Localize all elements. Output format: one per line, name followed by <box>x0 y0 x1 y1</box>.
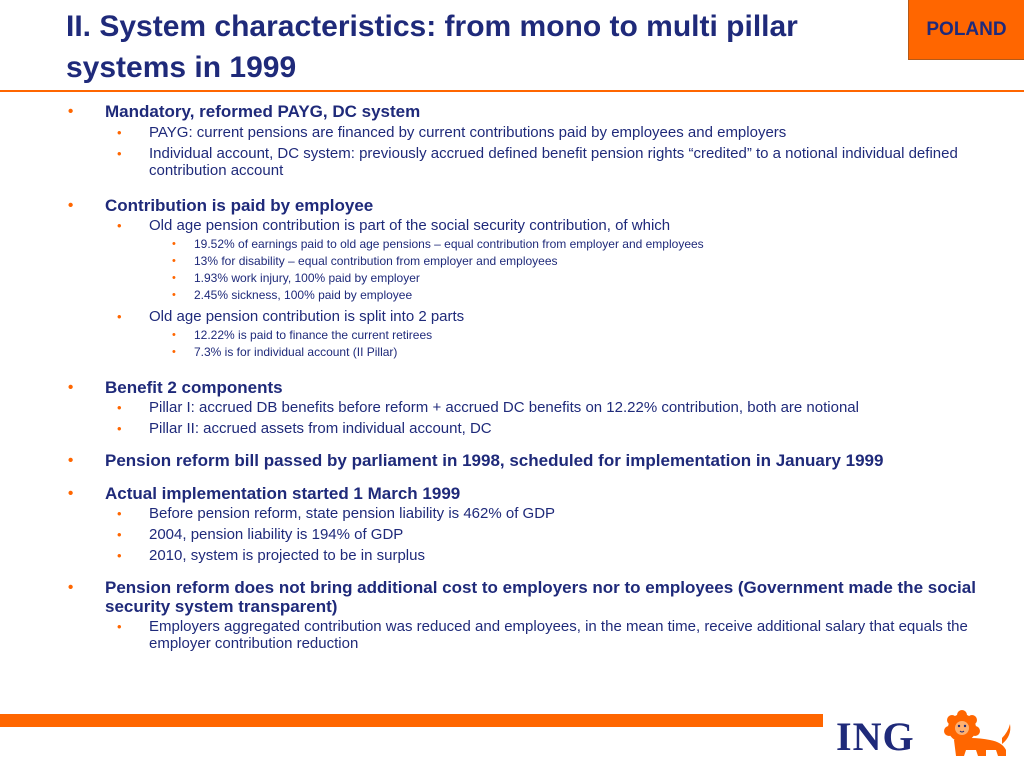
list-item-text: Pillar I: accrued DB benefits before reform + accrued DC benefits on 12.22% contribution, both are notional <box>149 399 859 416</box>
bullet-icon: • <box>68 379 74 396</box>
list-item-text: Employers aggregated contribution was reduced and employees, in the mean time, receive additional salary that equals the employer contribution reduction <box>149 618 968 652</box>
bullet-section <box>0 578 1024 652</box>
page-title: II. System characteristics: from mono to multi pillar systems in 1999 <box>66 10 798 84</box>
bullet-section <box>0 196 1024 361</box>
sub-list-item-text: 19.52% of earnings paid to old age pensions – equal contribution from employer and employees <box>194 237 704 251</box>
section-heading-text: Pension reform bill passed by parliament in 1998, scheduled for implementation in January 1999 <box>105 451 884 470</box>
lion-icon <box>940 710 1014 758</box>
bullet-icon: • <box>172 346 176 358</box>
list-item <box>0 217 1024 234</box>
bullet-icon: • <box>172 289 176 301</box>
bullet-icon: • <box>68 197 74 214</box>
bullet-icon: • <box>117 146 122 161</box>
list-item <box>0 547 1024 564</box>
bullet-section <box>0 451 1024 470</box>
section-heading <box>0 451 1024 470</box>
sub-list-item <box>0 270 1024 287</box>
list-item <box>0 399 1024 416</box>
section-heading-text: Benefit 2 components <box>105 378 283 397</box>
ing-logo <box>836 710 1016 762</box>
section-heading <box>0 102 1024 121</box>
bullet-icon: • <box>68 452 74 469</box>
top-divider <box>0 90 1024 92</box>
sub-list-item-text: 1.93% work injury, 100% paid by employer <box>194 271 420 285</box>
sub-list-item <box>0 287 1024 304</box>
bullet-icon: • <box>172 255 176 267</box>
sub-list-item-text: 13% for disability – equal contribution from employer and employees <box>194 254 558 268</box>
bullet-icon: • <box>172 329 176 341</box>
section-heading-text: Pension reform does not bring additional cost to employers nor to employees (Government made the social security system transparent) <box>105 578 976 616</box>
list-item-text: 2004, pension liability is 194% of GDP <box>149 526 404 543</box>
bottom-bar <box>0 714 823 727</box>
list-item-text: PAYG: current pensions are financed by current contributions paid by employees and employers <box>149 124 787 141</box>
list-item-text: Individual account, DC system: previously accrued defined benefit pension rights “credited” to a notional individual defined contribution account <box>149 145 958 179</box>
bullet-icon: • <box>117 619 122 634</box>
list-item-text: Before pension reform, state pension liability is 462% of GDP <box>149 505 556 522</box>
bullet-section <box>0 102 1024 179</box>
list-item <box>0 145 1024 179</box>
bullet-icon: • <box>117 421 122 436</box>
section-heading <box>0 578 1024 616</box>
bullet-icon: • <box>117 125 122 140</box>
bullet-icon: • <box>172 238 176 250</box>
list-item-text: 2010, system is projected to be in surplus <box>149 547 425 564</box>
list-item <box>0 505 1024 522</box>
bullet-icon: • <box>68 485 74 502</box>
sub-list-item-text: 7.3% is for individual account (II Pillar) <box>194 345 398 359</box>
bullet-icon: • <box>117 218 122 233</box>
bullet-icon: • <box>117 527 122 542</box>
list-item <box>0 308 1024 325</box>
sub-list-item-text: 12.22% is paid to finance the current retirees <box>194 328 433 342</box>
bullet-icon: • <box>117 506 122 521</box>
bullet-icon: • <box>117 309 122 324</box>
section-heading-text: Contribution is paid by employee <box>105 196 374 215</box>
sub-list-item <box>0 327 1024 344</box>
section-heading <box>0 196 1024 215</box>
bullet-section <box>0 484 1024 564</box>
section-heading-text: Mandatory, reformed PAYG, DC system <box>105 102 421 121</box>
bullet-icon: • <box>117 548 122 563</box>
sub-list-item-text: 2.45% sickness, 100% paid by employee <box>194 288 413 302</box>
list-item <box>0 526 1024 543</box>
bullet-icon: • <box>68 103 74 120</box>
sub-list-item <box>0 236 1024 253</box>
bullet-icon: • <box>68 579 74 596</box>
section-heading <box>0 378 1024 397</box>
bullet-icon: • <box>172 272 176 284</box>
list-item-text: Pillar II: accrued assets from individual account, DC <box>149 420 492 437</box>
country-badge <box>908 0 1024 60</box>
country-badge-label: POLAND <box>926 18 1007 40</box>
sub-list-item <box>0 344 1024 361</box>
list-item <box>0 124 1024 141</box>
list-item-text: Old age pension contribution is part of the social security contribution, of which <box>149 217 671 234</box>
list-item <box>0 618 1024 652</box>
section-heading-text: Actual implementation started 1 March 1999 <box>105 484 461 503</box>
slide-content <box>0 102 1024 652</box>
bullet-icon: • <box>117 400 122 415</box>
sub-list-item <box>0 253 1024 270</box>
bullet-section <box>0 378 1024 437</box>
ing-logo-text: ING <box>836 714 915 759</box>
section-heading <box>0 484 1024 503</box>
list-item <box>0 420 1024 437</box>
list-item-text: Old age pension contribution is split into 2 parts <box>149 308 465 325</box>
